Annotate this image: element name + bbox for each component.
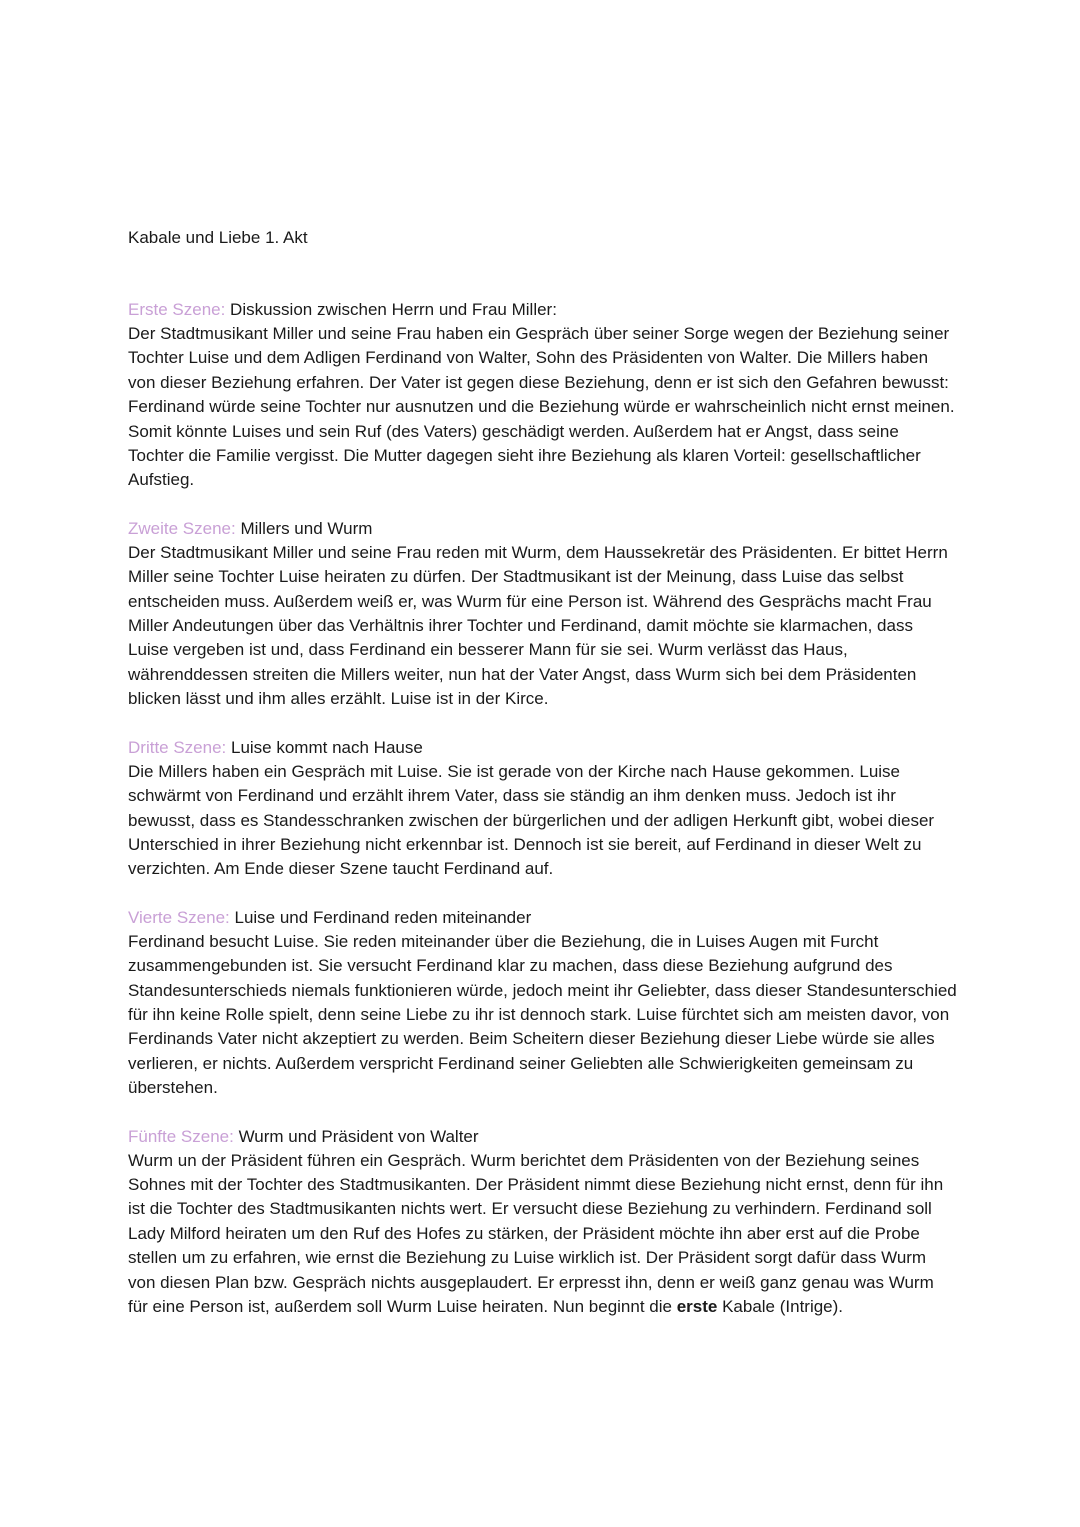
- emphasis-text: erste: [676, 1297, 718, 1316]
- scene-4: [128, 906, 958, 1101]
- scene-title: Wurm und Präsident von Walter: [233, 1126, 479, 1146]
- scene-heading: [128, 906, 958, 930]
- scene-2: [128, 517, 958, 712]
- scene-heading: [128, 736, 958, 760]
- document-title: Kabale und Liebe 1. Akt: [128, 228, 308, 247]
- scene-body-end: Kabale (Intrige).: [717, 1297, 844, 1316]
- scene-title: Millers und Wurm: [235, 518, 373, 538]
- scene-body: Der Stadtmusikant Miller und seine Frau reden mit Wurm, dem Haussekretär des Präsidenten. Er bittet Herrn Miller seine Tochter Luise heiraten zu dürfen. Der Stadtmusikant ist der Meinung, dass Luise das selbst entscheiden muss. Außerdem weiß er, was Wurm für eine Person ist. Während des Gesprächs macht Frau Miller Andeutungen über das Verhältnis ihrer Tochter und Ferdinand, damit möchte sie klarmachen, dass Luise vergeben ist und, dass Ferdinand ein besserer Mann für sie sei. Wurm verlässt das Haus, währenddessen streiten die Millers weiter, nun hat der Vater Angst, dass Wurm sich bei dem Präsidenten blicken lässt und ihm alles erzählt. Luise ist in der Kirce.: [128, 542, 948, 709]
- document-page: [128, 226, 958, 1343]
- scene-heading: [128, 517, 958, 541]
- scene-heading: [128, 298, 958, 322]
- scene-body-text: Wurm un der Präsident führen ein Gespräch. Wurm berichtet dem Präsidenten von der Beziehung seines Sohnes mit der Tochter des Stadtmusikanten. Der Präsident nimmt diese Beziehung nicht ernst, denn für ihn ist die Tochter des Stadtmusikanten nichts wert. Er versucht diese Beziehung zu verhindern. Ferdinand soll Lady Milford heiraten um den Ruf des Hofes zu stärken, der Präsident möchte ihn aber erst auf die Probe stellen um zu erfahren, wie ernst die Beziehung zu Luise wirklich ist. Der Präsident sorgt dafür dass Wurm von diesen Plan bzw. Gespräch nichts ausgeplaudert. Er erpresst ihn, denn er weiß ganz genau was Wurm für eine Person ist, außerdem soll Wurm Luise heiraten. Nun beginnt die: [128, 1150, 944, 1316]
- scene-body: Der Stadtmusikant Miller und seine Frau haben ein Gespräch über seiner Sorge wegen der Beziehung seiner Tochter Luise und dem Adligen Ferdinand von Walter, Sohn des Präsidenten von Walter. Die Millers haben von dieser Beziehung erfahren. Der Vater ist gegen diese Beziehung, denn er ist sich den Gefahren bewusst: Ferdinand würde seine Tochter nur ausnutzen und die Beziehung würde er wahrscheinlich nicht ernst meinen. Somit könnte Luises und sein Ruf (des Vaters) geschädigt werden. Außerdem hat er Angst, dass seine Tochter die Familie vergisst. Die Mutter dagegen sieht ihre Beziehung als klaren Vorteil: gesellschaftlicher Aufstieg.: [128, 324, 955, 490]
- scene-5: [128, 1125, 958, 1320]
- scene-body: [128, 1149, 958, 1320]
- scene-label: Vierte Szene:: [128, 907, 230, 927]
- scene-label: Fünfte Szene:: [128, 1126, 234, 1146]
- scene-label: Dritte Szene:: [128, 737, 227, 757]
- scene-title: Diskussion zwischen Herrn und Frau Miller:: [225, 300, 557, 319]
- scene-label: Erste Szene:: [128, 300, 226, 319]
- scene-body: Ferdinand besucht Luise. Sie reden miteinander über die Beziehung, die in Luises Augen mit Furcht zusammengebunden ist. Sie versucht Ferdinand klar zu machen, dass diese Beziehung aufgrund des Standesunterschieds niemals funktionieren würde, jedoch meint ihr Geliebter, dass dieser Standesunterschied für ihn keine Rolle spielt, denn seine Liebe zu ihr ist dennoch stark. Luise fürchtet sich am meisten davor, von Ferdinands Vater nicht akzeptiert zu werden. Beim Scheitern dieser Beziehung dieser Liebe würde sie alles verlieren, er nichts. Außerdem verspricht Ferdinand seiner Geliebten alle Schwierigkeiten gemeinsam zu überstehen.: [128, 931, 957, 1098]
- scene-label: Zweite Szene:: [128, 518, 236, 538]
- scene-3: [128, 736, 958, 882]
- scene-title: Luise und Ferdinand reden miteinander: [229, 907, 532, 927]
- scene-heading: [128, 1125, 958, 1149]
- scene-1: [128, 298, 958, 493]
- scene-title: Luise kommt nach Hause: [226, 737, 423, 757]
- scene-body: Die Millers haben ein Gespräch mit Luise. Sie ist gerade von der Kirche nach Hause gekommen. Luise schwärmt von Ferdinand und erzählt ihrem Vater, dass sie ständig an ihm denken muss. Jedoch ist ihr bewusst, dass es Standesschranken zwischen der bürgerlichen und der adligen Herkunft gibt, wobei dieser Unterschied in ihrer Beziehung nicht erkennbar ist. Dennoch ist sie bereit, auf Ferdinand in dieser Welt zu verzichten. Am Ende dieser Szene taucht Ferdinand auf.: [128, 761, 935, 879]
